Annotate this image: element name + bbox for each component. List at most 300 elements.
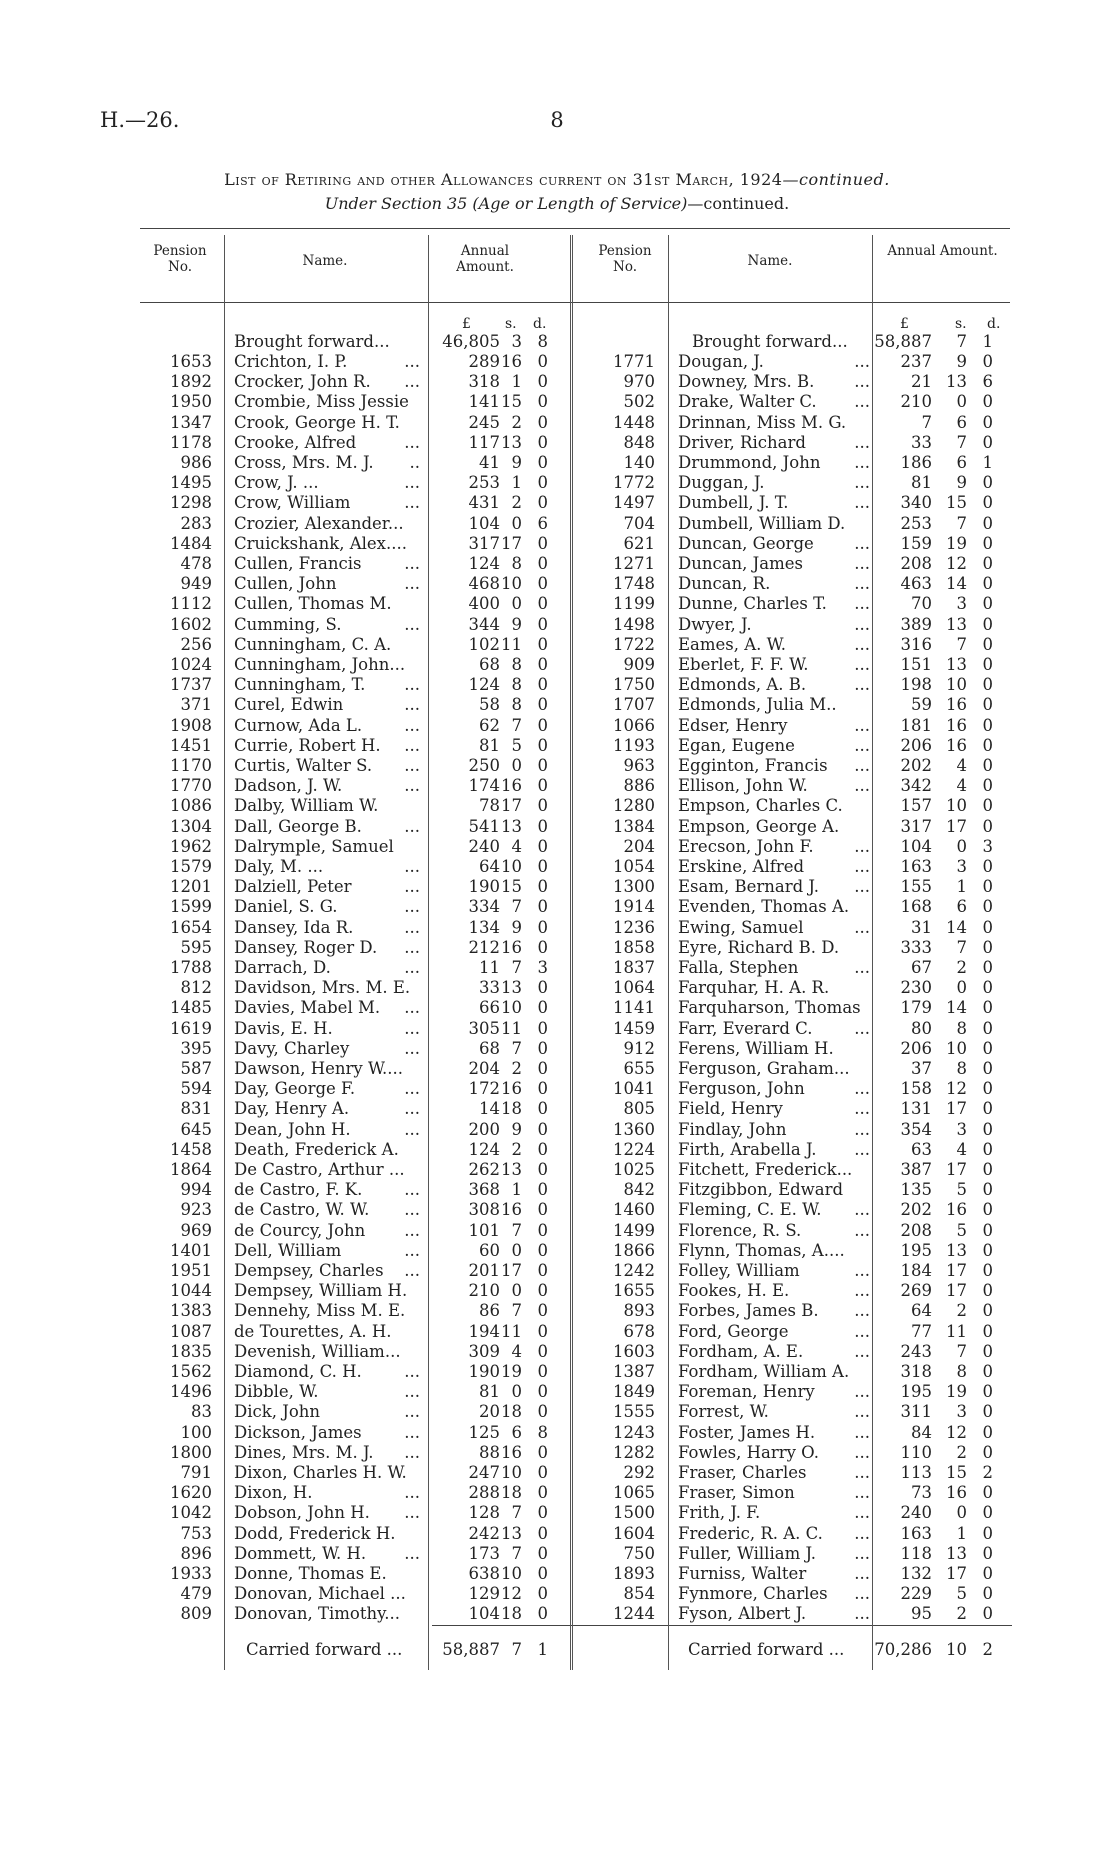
- amount-pence: 0: [537, 1382, 548, 1402]
- amount-pence: 0: [537, 1180, 548, 1200]
- pension-no: 1835: [170, 1341, 212, 1361]
- leader-dots: ...: [404, 554, 420, 573]
- amount-pounds: 242: [468, 1523, 500, 1543]
- name: Empson, George A.: [678, 816, 840, 836]
- name: Dumbell, William D.: [678, 513, 846, 533]
- leader-dots: ...: [404, 1119, 420, 1139]
- right-table-row: [0, 998, 1114, 1018]
- amount-pounds: 262: [468, 1160, 500, 1179]
- amount-shillings: 16: [501, 1079, 522, 1099]
- leader-dots: ...: [404, 372, 420, 392]
- pension-no: 1243: [613, 1422, 655, 1442]
- name: Cullen, Francis: [234, 554, 362, 573]
- pension-no: 1603: [613, 1341, 655, 1361]
- amount-pence: 0: [537, 372, 548, 392]
- amount-pence: 0: [982, 1483, 993, 1503]
- amount-shillings: 16: [501, 776, 522, 796]
- amount-pence: 0: [982, 614, 993, 634]
- amount-pounds: 63: [911, 1139, 932, 1159]
- amount-pounds: 243: [900, 1341, 932, 1361]
- left-brought-pounds: 46,805: [442, 332, 500, 351]
- left-shillings-label: s.: [505, 316, 517, 332]
- name: Frederic, R. A. C.: [678, 1523, 823, 1543]
- amount-shillings: 17: [946, 1261, 967, 1280]
- amount-pence: 0: [537, 735, 548, 755]
- amount-pence: 0: [982, 1018, 993, 1038]
- amount-shillings: 1: [956, 1523, 967, 1543]
- leader-dots: ...: [854, 1301, 870, 1321]
- pension-no: 1460: [613, 1200, 655, 1220]
- pension-no: 986: [180, 453, 212, 472]
- left-brought-pence: 8: [537, 332, 548, 351]
- amount-pounds: 81: [479, 1382, 500, 1402]
- amount-pounds: 62: [479, 715, 500, 735]
- amount-pence: 6: [982, 372, 993, 392]
- amount-pence: 0: [537, 715, 548, 735]
- amount-shillings: 12: [946, 1079, 967, 1099]
- amount-shillings: 19: [946, 533, 967, 553]
- name: Duncan, James: [678, 554, 804, 573]
- pension-no: 1025: [613, 1160, 655, 1179]
- name: Dwyer, J.: [678, 614, 752, 634]
- amount-shillings: 2: [511, 1139, 522, 1159]
- pension-no: 283: [180, 513, 212, 533]
- amount-pounds: 230: [900, 978, 932, 998]
- pension-no: 923: [180, 1200, 212, 1220]
- name: Frith, J. F.: [678, 1503, 761, 1523]
- leader-dots: ...: [404, 1382, 420, 1402]
- amount-pounds: 33: [479, 978, 500, 998]
- right-table-row: [0, 918, 1114, 938]
- right-table-row: [0, 574, 1114, 594]
- amount-pence: 0: [982, 412, 993, 432]
- leader-dots: ...: [404, 857, 420, 876]
- amount-pence: 1: [982, 453, 993, 472]
- amount-pence: 0: [982, 1160, 993, 1179]
- pension-no: 1244: [613, 1604, 655, 1624]
- pension-no: 1722: [613, 634, 655, 654]
- amount-pence: 3: [982, 836, 993, 856]
- right-table-row: [0, 837, 1114, 857]
- amount-pence: 0: [982, 513, 993, 533]
- name: Donovan, Timothy...: [234, 1604, 400, 1624]
- leader-dots: ...: [404, 776, 420, 796]
- amount-shillings: 16: [946, 1483, 967, 1503]
- amount-pence: 0: [982, 352, 993, 371]
- name: Fyson, Albert J.: [678, 1604, 807, 1624]
- amount-shillings: 0: [511, 513, 522, 533]
- right-table-row: [0, 534, 1114, 554]
- leader-dots: ...: [854, 473, 870, 493]
- name: Curtis, Walter S.: [234, 756, 373, 775]
- leader-dots: ...: [854, 634, 870, 654]
- amount-shillings: 7: [511, 1038, 522, 1058]
- right-table-row: [0, 978, 1114, 998]
- amount-shillings: 13: [946, 614, 967, 634]
- name: Day, George F.: [234, 1079, 356, 1099]
- amount-pence: 0: [982, 857, 993, 876]
- right-table-row: [0, 372, 1114, 392]
- amount-shillings: 7: [511, 1301, 522, 1321]
- leader-dots: ...: [854, 675, 870, 695]
- amount-shillings: 16: [501, 1200, 522, 1220]
- amount-pence: 0: [537, 1483, 548, 1503]
- right-table-row: [0, 1564, 1114, 1584]
- pension-no: 1562: [170, 1362, 212, 1381]
- right-carried-shillings: 10: [946, 1640, 967, 1659]
- leader-dots: ...: [404, 1422, 420, 1442]
- subtitle-text: Under Section 35 (Age or Length of Service): [324, 194, 688, 213]
- leader-dots: ...: [854, 1564, 870, 1583]
- right-table-row: [0, 938, 1114, 958]
- amount-shillings: 5: [956, 1584, 967, 1604]
- pension-no: 1042: [170, 1503, 212, 1523]
- leader-dots: ...: [854, 493, 870, 513]
- pension-no: 791: [180, 1463, 212, 1482]
- name: Erecson, John F.: [678, 836, 814, 856]
- right-table-row: [0, 1140, 1114, 1160]
- page-title: [0, 170, 1114, 189]
- amount-pounds: 173: [468, 1543, 500, 1563]
- amount-pounds: 202: [900, 1200, 932, 1220]
- leader-dots: ...: [854, 1503, 870, 1523]
- leader-dots: ...: [854, 857, 870, 876]
- right-table-row: [0, 1322, 1114, 1342]
- amount-pence: 0: [982, 735, 993, 755]
- amount-shillings: 0: [956, 978, 967, 998]
- leader-dots: ...: [854, 1281, 870, 1301]
- name: Davidson, Mrs. M. E.: [234, 978, 411, 998]
- amount-pence: 0: [982, 776, 993, 796]
- amount-shillings: 8: [956, 1059, 967, 1078]
- name: Crooke, Alfred: [234, 432, 357, 452]
- right-table-row: [0, 675, 1114, 695]
- right-table-row: [0, 1120, 1114, 1140]
- amount-pence: 0: [537, 352, 548, 371]
- amount-pence: 0: [982, 1341, 993, 1361]
- name: Dall, George B.: [234, 816, 362, 836]
- amount-pounds: 174: [468, 776, 500, 796]
- leader-dots: ...: [404, 614, 420, 634]
- amount-pence: 0: [537, 1442, 548, 1462]
- name: Darrach, D.: [234, 958, 331, 977]
- amount-pounds: 128: [468, 1503, 500, 1523]
- right-table-row: [0, 413, 1114, 433]
- pension-no: 1141: [613, 998, 655, 1018]
- amount-pounds: 157: [900, 796, 932, 816]
- right-table-row: [0, 1160, 1114, 1180]
- amount-shillings: 5: [511, 735, 522, 755]
- name: Dobson, John H.: [234, 1503, 370, 1523]
- amount-pounds: 195: [900, 1240, 932, 1260]
- amount-pence: 0: [982, 675, 993, 695]
- right-table-row: [0, 1402, 1114, 1422]
- amount-pounds: 240: [900, 1503, 932, 1523]
- right-table-row: [0, 1362, 1114, 1382]
- amount-pounds: 77: [911, 1321, 932, 1341]
- name: Edser, Henry: [678, 715, 788, 735]
- left-brought-forward-label: Brought forward...: [234, 332, 390, 351]
- leader-dots: ...: [404, 1483, 420, 1503]
- amount-pounds: 80: [911, 1018, 932, 1038]
- leader-dots: ...: [404, 1402, 420, 1422]
- amount-pounds: 334: [468, 897, 500, 917]
- pension-no: 1041: [613, 1079, 655, 1099]
- pension-no: 1933: [170, 1564, 212, 1583]
- pension-no: 1298: [170, 493, 212, 513]
- leader-dots: ...: [404, 574, 420, 594]
- pension-no: 1451: [170, 735, 212, 755]
- amount-pence: 0: [982, 897, 993, 917]
- amount-pounds: 184: [900, 1261, 932, 1280]
- amount-shillings: 0: [511, 1240, 522, 1260]
- amount-shillings: 9: [511, 1119, 522, 1139]
- amount-pounds: 124: [468, 675, 500, 695]
- leader-dots: ...: [854, 1604, 870, 1624]
- amount-pence: 0: [982, 1422, 993, 1442]
- amount-pence: 0: [982, 1139, 993, 1159]
- amount-pounds: 134: [468, 917, 500, 937]
- name: de Castro, W. W.: [234, 1200, 370, 1220]
- amount-shillings: 7: [956, 513, 967, 533]
- pension-no: 1066: [613, 715, 655, 735]
- amount-pounds: 64: [911, 1301, 932, 1321]
- amount-pence: 0: [982, 816, 993, 836]
- name: Dempsey, William H.: [234, 1281, 408, 1301]
- amount-pence: 0: [982, 715, 993, 735]
- amount-shillings: 7: [956, 432, 967, 452]
- leader-dots: ...: [404, 958, 420, 977]
- amount-shillings: 19: [946, 1382, 967, 1402]
- amount-pounds: 333: [900, 937, 932, 957]
- leader-dots: ...: [854, 1422, 870, 1442]
- amount-pence: 0: [982, 877, 993, 897]
- amount-shillings: 2: [956, 958, 967, 977]
- name: de Courcy, John: [234, 1220, 366, 1240]
- amount-pounds: 117: [468, 432, 500, 452]
- amount-pence: 0: [537, 816, 548, 836]
- amount-shillings: 14: [946, 917, 967, 937]
- amount-pence: 0: [537, 917, 548, 937]
- amount-shillings: 16: [501, 352, 522, 371]
- amount-pounds: 132: [900, 1564, 932, 1583]
- amount-shillings: 0: [956, 836, 967, 856]
- name: Diamond, C. H.: [234, 1362, 362, 1381]
- amount-pounds: 101: [468, 1220, 500, 1240]
- pension-no: 809: [180, 1604, 212, 1624]
- amount-pounds: 181: [900, 715, 932, 735]
- name: Daly, M. ...: [234, 857, 324, 876]
- amount-pence: 0: [982, 634, 993, 654]
- amount-pounds: 431: [468, 493, 500, 513]
- leader-dots: ...: [854, 1483, 870, 1503]
- amount-pounds: 206: [900, 735, 932, 755]
- pension-no: 1448: [613, 412, 655, 432]
- pension-no: 1892: [170, 372, 212, 392]
- name: Dalby, William W.: [234, 796, 379, 816]
- leader-dots: ...: [854, 554, 870, 573]
- name: Cunningham, T.: [234, 675, 366, 695]
- leader-dots: ...: [854, 655, 870, 674]
- amount-pence: 0: [982, 1261, 993, 1280]
- name: Fraser, Charles: [678, 1463, 807, 1482]
- pension-no: 1282: [613, 1442, 655, 1462]
- amount-shillings: 3: [956, 1119, 967, 1139]
- leader-dots: ...: [854, 1584, 870, 1604]
- amount-pence: 0: [537, 1463, 548, 1482]
- amount-shillings: 7: [511, 897, 522, 917]
- pension-no: 678: [623, 1321, 655, 1341]
- right-table-row: [0, 877, 1114, 897]
- name: Evenden, Thomas A.: [678, 897, 850, 917]
- pension-no: 963: [623, 756, 655, 775]
- name: Dunne, Charles T.: [678, 594, 827, 614]
- pension-no: 1300: [613, 877, 655, 897]
- name: Duncan, R.: [678, 574, 771, 594]
- amount-pounds: 240: [468, 836, 500, 856]
- amount-pence: 0: [537, 776, 548, 796]
- amount-pence: 0: [537, 695, 548, 715]
- amount-pence: 0: [537, 614, 548, 634]
- name: Donne, Thomas E.: [234, 1564, 387, 1583]
- amount-pounds: 311: [900, 1402, 932, 1422]
- amount-pence: 0: [982, 1099, 993, 1119]
- amount-pounds: 84: [911, 1422, 932, 1442]
- amount-pence: 0: [982, 392, 993, 412]
- pension-no: 1579: [170, 857, 212, 876]
- right-table-row: [0, 453, 1114, 473]
- name: Fookes, H. E.: [678, 1281, 790, 1301]
- amount-pence: 0: [537, 493, 548, 513]
- amount-pence: 0: [982, 1402, 993, 1422]
- name: Ellison, John W.: [678, 776, 808, 796]
- name: Edmonds, Julia M..: [678, 695, 837, 715]
- amount-pence: 0: [982, 473, 993, 493]
- pension-no: 1655: [613, 1281, 655, 1301]
- amount-shillings: 18: [501, 1604, 522, 1624]
- amount-pounds: 88: [479, 1442, 500, 1462]
- amount-shillings: 11: [501, 1018, 522, 1038]
- amount-shillings: 13: [946, 1240, 967, 1260]
- amount-pence: 0: [537, 594, 548, 614]
- leader-dots: ...: [404, 675, 420, 695]
- right-table-row: [0, 1200, 1114, 1220]
- amount-pence: 0: [982, 554, 993, 573]
- amount-shillings: 2: [511, 493, 522, 513]
- amount-pence: 0: [982, 1180, 993, 1200]
- leader-dots: ...: [854, 372, 870, 392]
- pension-no: 1484: [170, 533, 212, 553]
- amount-pence: 0: [982, 937, 993, 957]
- name: Crocker, John R.: [234, 372, 371, 392]
- leader-dots: ...: [854, 1261, 870, 1280]
- title-text: List of Retiring and other Allowances current on 31st March, 1924: [224, 170, 783, 189]
- right-table-row: [0, 1524, 1114, 1544]
- name: Cullen, Thomas M.: [234, 594, 392, 614]
- right-table-row: [0, 473, 1114, 493]
- amount-pounds: 78: [479, 796, 500, 816]
- right-table-row: [0, 1382, 1114, 1402]
- leader-dots: ...: [404, 756, 420, 775]
- name: de Tourettes, A. H.: [234, 1321, 392, 1341]
- amount-pounds: 245: [468, 412, 500, 432]
- leader-dots: ...: [854, 432, 870, 452]
- amount-pounds: 67: [911, 958, 932, 977]
- name: Folley, William: [678, 1261, 800, 1280]
- amount-pence: 0: [537, 937, 548, 957]
- pension-no: 1178: [170, 432, 212, 452]
- page-subtitle: [0, 194, 1114, 213]
- name: Esam, Bernard J.: [678, 877, 819, 897]
- left-pound-label: £: [462, 316, 471, 332]
- amount-pence: 0: [537, 1543, 548, 1563]
- amount-pence: 0: [537, 533, 548, 553]
- amount-pence: 0: [537, 634, 548, 654]
- left-brought-shillings: 3: [511, 332, 522, 351]
- amount-pounds: 168: [900, 897, 932, 917]
- name: Fitchett, Frederick...: [678, 1160, 853, 1179]
- leader-dots: ...: [854, 917, 870, 937]
- pension-no: 1280: [613, 796, 655, 816]
- right-table-row: [0, 655, 1114, 675]
- name: Crichton, I. P.: [234, 352, 348, 371]
- pension-no: 1236: [613, 917, 655, 937]
- amount-pence: 0: [537, 432, 548, 452]
- amount-pence: 0: [982, 1119, 993, 1139]
- amount-shillings: 2: [956, 1604, 967, 1624]
- left-carried-pence: 1: [537, 1640, 548, 1659]
- amount-shillings: 10: [501, 998, 522, 1018]
- pension-no: 1599: [170, 897, 212, 917]
- leader-dots: ...: [404, 1442, 420, 1462]
- name: Dickson, James: [234, 1422, 362, 1442]
- right-table-row: [0, 958, 1114, 978]
- pension-no: 587: [180, 1059, 212, 1078]
- name: Fuller, William J.: [678, 1543, 817, 1563]
- pension-no: 1497: [613, 493, 655, 513]
- name: Dadson, J. W.: [234, 776, 343, 796]
- amount-pounds: 344: [468, 614, 500, 634]
- amount-pence: 0: [537, 1402, 548, 1422]
- amount-shillings: 10: [946, 1038, 967, 1058]
- amount-pounds: 124: [468, 1139, 500, 1159]
- amount-pounds: 342: [900, 776, 932, 796]
- name: Fordham, William A.: [678, 1362, 850, 1381]
- right-table-row: [0, 1544, 1114, 1564]
- pension-no: 842: [623, 1180, 655, 1200]
- right-table-row: [0, 1584, 1114, 1604]
- pension-no: 750: [623, 1543, 655, 1563]
- pension-no: 1201: [170, 877, 212, 897]
- amount-pounds: 387: [900, 1160, 932, 1179]
- leader-dots: ...: [854, 715, 870, 735]
- amount-pence: 0: [982, 796, 993, 816]
- amount-pounds: 229: [900, 1584, 932, 1604]
- name: Dick, John: [234, 1402, 321, 1422]
- left-carried-forward-label: Carried forward ...: [246, 1640, 403, 1659]
- pension-no: 1044: [170, 1281, 212, 1301]
- amount-pounds: 7: [921, 412, 932, 432]
- amount-pounds: 316: [900, 634, 932, 654]
- right-table-row: [0, 392, 1114, 412]
- amount-shillings: 13: [501, 1160, 522, 1179]
- amount-shillings: 8: [511, 554, 522, 573]
- amount-pence: 0: [537, 1220, 548, 1240]
- amount-pounds: 66: [479, 998, 500, 1018]
- name: Flynn, Thomas, A....: [678, 1240, 845, 1260]
- right-table-row: [0, 433, 1114, 453]
- pension-no: 1604: [613, 1523, 655, 1543]
